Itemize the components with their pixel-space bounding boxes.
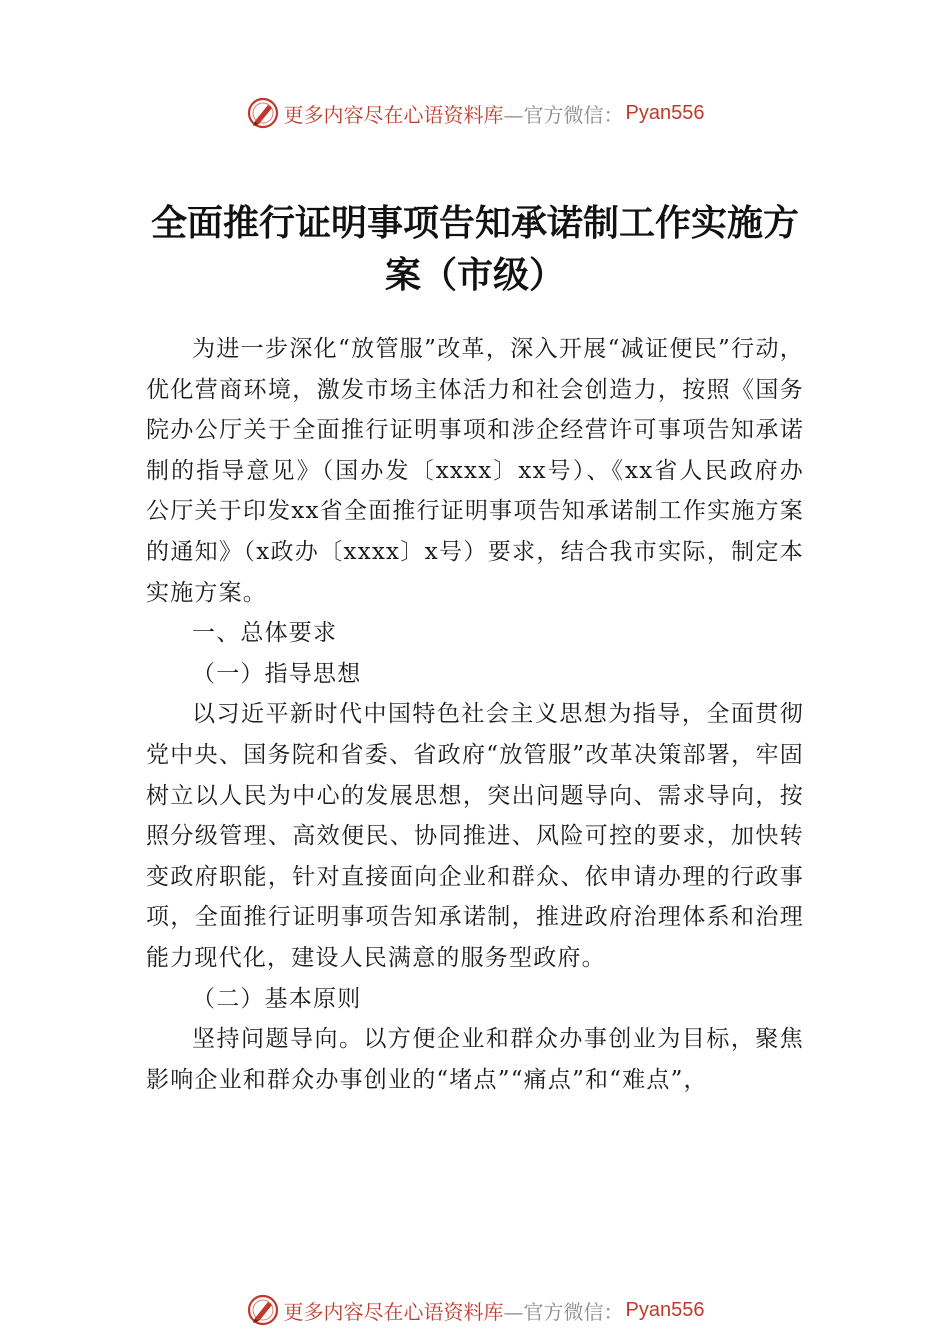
paragraph-guiding-thought: 以习近平新时代中国特色社会主义思想为指导，全面贯彻党中央、国务院和省委、省政府“放管服”改革决策部署，牢固树立以人民为中心的发展思想，突出问题导向、需求导向，按照分级管理、高效便民、协同推进、风险可控的要求，加快转变政府职能，针对直接面向企业和群众、依申请办理的行政事项，全面推行证明事项告知承诺制，推进政府治理体系和治理能力现代化，建设人民满意的服务型政府。 [146, 701, 804, 971]
document-title: 全面推行证明事项告知承诺制工作实施方案（市级） [150, 203, 799, 296]
header-watermark [0, 93, 950, 133]
watermark-main-text: 更多内容尽在心语资料库 [283, 1299, 504, 1324]
watermark-handle: Pyan556 [625, 101, 705, 124]
subsection-heading-guiding: （一）指导思想 [192, 660, 362, 687]
pen-seal-icon [246, 1293, 280, 1327]
subsection-heading-principles: （二）基本原则 [192, 985, 362, 1012]
pen-seal-icon [246, 96, 280, 130]
watermark-separator: —官方微信： [503, 102, 624, 127]
paragraph-intro: 为进一步深化“放管服”改革，深入开展“减证便民”行动，优化营商环境，激发市场主体活力和社会创造力，按照《国务院办公厅关于全面推行证明事项和涉企经营许可事项告知承诺制的指导意见》（国办发〔xxxx〕xx号）、《xx省人民政府办公厅关于印发xx省全面推行证明事项告知承诺制工作实施方案的通知》（x政办〔xxxx〕x号）要求，结合我市实际，制定本实施方案。 [146, 336, 804, 606]
paragraph-principle-problem: 坚持问题导向。以方便企业和群众办事创业为目标，聚焦影响企业和群众办事创业的“堵点”“痛点”和“难点”， [146, 1026, 804, 1093]
watermark-main-text: 更多内容尽在心语资料库 [283, 102, 504, 127]
watermark-separator: —官方微信： [503, 1299, 624, 1324]
footer-watermark [0, 1290, 950, 1330]
section-heading-overall: 一、总体要求 [192, 620, 338, 647]
document-body [146, 329, 804, 1100]
watermark-handle: Pyan556 [625, 1298, 705, 1321]
